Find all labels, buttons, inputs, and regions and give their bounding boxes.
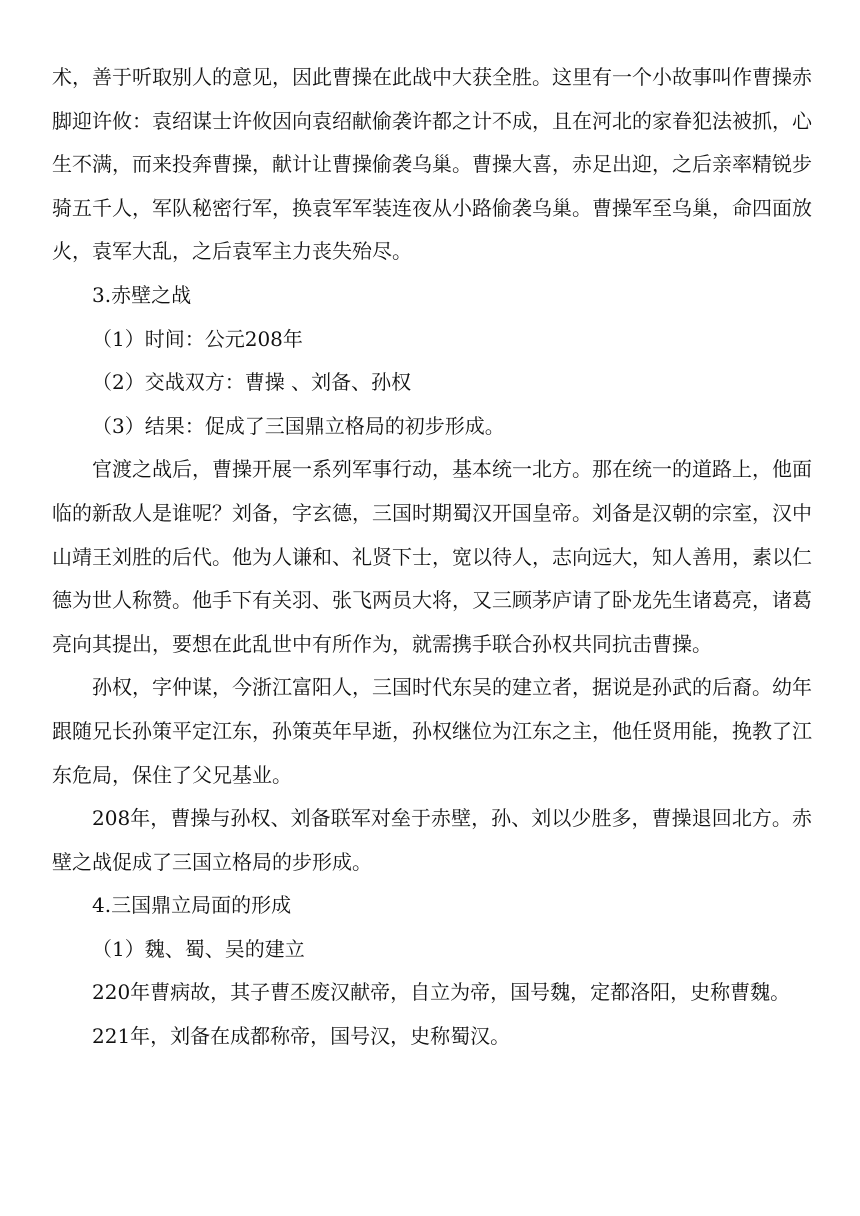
paragraph-sun-quan: 孙权，字仲谋，今浙江富阳人，三国时代东吴的建立者，据说是孙武的后裔。幼年跟随兄长孙策平定江东，孙策英年早逝，孙权继位为江东之主，他任贤用能，挽教了江东危局，保住了父兄基业。 — [52, 675, 812, 787]
paragraph-shu-founding: 221年，刘备在成都称帝，国号汉，史称蜀汉。 — [92, 1024, 511, 1049]
paragraph-chibi-summary: 208年，曹操与孙权、刘备联军对垒于赤壁，孙、刘以少胜多，曹操退回北方。赤壁之战促成了三国立格局的步形成。 — [52, 806, 812, 874]
document-page — [52, 56, 812, 1059]
item-chibi-time: （1）时间：公元208年 — [92, 326, 303, 351]
heading-three-kingdoms: 4.三国鼎立局面的形成 — [92, 893, 292, 918]
paragraph-guandu-story: 术，善于听取别人的意见，因此曹操在此战中大获全胜。这里有一个小故事叫作曹操赤脚迎许攸：袁绍谋士许攸因向袁绍献偷袭许都之计不成，且在河北的家眷犯法被抓，心生不满，而来投奔曹操，献计让曹操偷袭乌巢。曹操大喜，赤足出迎，之后亲率精锐步骑五千人，军队秘密行军，换袁军军装连夜从小路偷袭乌巢。曹操军至乌巢，命四面放火，袁军大乱，之后袁军主力丧失殆尽。 — [52, 65, 812, 264]
heading-chibi-battle: 3.赤壁之战 — [92, 282, 192, 307]
paragraph-wei-founding: 220年曹病故，其子曹丕废汉献帝，自立为帝，国号魏，定都洛阳，史称曹魏。 — [92, 980, 791, 1005]
paragraph-liu-bei: 官渡之战后，曹操开展一系列军事行动，基本统一北方。那在统一的道路上，他面临的新敌人是谁呢？刘备，字玄德，三国时期蜀汉开国皇帝。刘备是汉朝的宗室，汉中山靖王刘胜的后代。他为人谦和、礼贤下士，宽以待人，志向远大，知人善用，素以仁德为世人称赞。他手下有关羽、张飞两员大将，又三顾茅庐请了卧龙先生诸葛亮，诸葛亮向其提出，要想在此乱世中有所作为，就需携手联合孙权共同抗击曹操。 — [52, 457, 812, 656]
item-chibi-parties: （2）交战双方：曹操 、刘备、孙权 — [92, 370, 412, 395]
item-chibi-result: （3）结果：促成了三国鼎立格局的初步形成。 — [92, 413, 505, 438]
item-kingdoms-founding: （1）魏、蜀、吴的建立 — [92, 936, 305, 961]
